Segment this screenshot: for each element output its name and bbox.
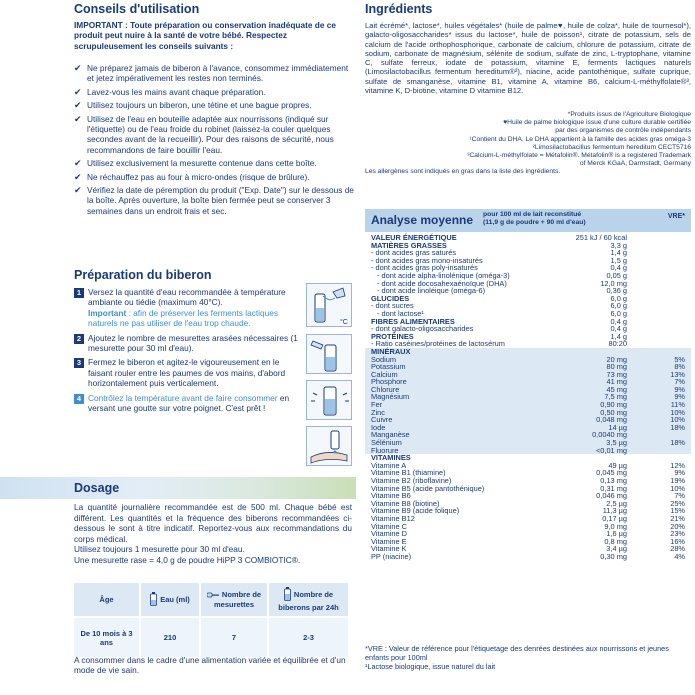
step-important-label: Important [88, 307, 127, 318]
conseil-item: ✔ Vérifiez la date de péremption du produit ("Exp. Date") sur le dessous de la boîte. Après ouverture, la boîte bien fermée peut se conserver 3 semaines dans un endroit frais et sec. [74, 185, 354, 216]
bottle-icon [150, 592, 157, 608]
check-icon: ✔ [74, 171, 82, 182]
right-column [365, 0, 695, 695]
nutrient-value: 3,4 µg [606, 544, 627, 554]
table-row [365, 356, 691, 364]
nutrient-label: - dont acide alpha-linolénique (oméga-3) [377, 270, 510, 280]
nutrient-label: Vitamine B8 (biotine) [371, 498, 440, 508]
check-icon: ✔ [74, 86, 82, 97]
nutrient-label: Magnésium [371, 392, 410, 402]
check-icon: ✔ [74, 63, 82, 73]
nutrient-value: 7,5 mg [604, 392, 627, 402]
conseils-title: Conseils d'utilisation [74, 2, 200, 16]
nutrient-vre: 20% [670, 521, 685, 531]
nutrient-value: 0,0040 mg [592, 430, 627, 440]
nutrient-value: 3,5 µg [606, 438, 627, 448]
conseil-item: ✔ Utilisez exclusivement la mesurette contenue dans cette boîte. [74, 158, 317, 169]
nutrition-group [365, 348, 691, 454]
nutrient-label: Vitamine E [371, 536, 407, 546]
dosage-table [74, 583, 350, 657]
table-row [365, 530, 691, 538]
nutrient-value: 45 mg [606, 384, 627, 394]
step-number: 2 [74, 334, 84, 344]
nutrient-value: 1,5 g [610, 255, 627, 265]
table-row [365, 439, 691, 447]
nutrient-vre: 25% [670, 498, 685, 508]
svg-text:°C: °C [340, 319, 348, 326]
important-warning: IMPORTANT : Toute préparation ou conservation inadéquate de ce produit peut nuire à la santé de votre bébé. Respectez scrupuleusement les conseils suivants : [74, 20, 336, 51]
nutrient-value: 0,048 mg [596, 415, 627, 425]
pour-water-icon [307, 284, 353, 328]
table-row [365, 545, 691, 553]
nutrient-label: Vitamine B5 (acide pantothénique) [371, 483, 485, 493]
nutrient-value: 1,4 g [610, 331, 627, 341]
nutrient-label: FIBRES ALIMENTAIRES [371, 316, 455, 326]
step-number: 1 [74, 288, 84, 298]
nutrient-label: - dont sucres [371, 301, 414, 311]
conseil-item: ✔ Lavez-vous les mains avant chaque préparation. [74, 86, 266, 97]
nutrient-value: 0,30 mg [600, 551, 627, 561]
nutrient-label: Potassium [371, 362, 406, 372]
nutrient-vre: 13% [670, 369, 685, 379]
vre-note: *VRE : Valeur de référence pour l'étiquetage des denrées destinées aux nourrissons et jeunes enfants pour 100ml ¹Lactose biologique, issue naturel du lait [365, 644, 669, 671]
col-mesurettes: Nombre de mesurettes [200, 583, 268, 617]
nutrient-value: <0,01 mg [595, 445, 627, 455]
table-row [365, 454, 691, 462]
nutrient-label: Vitamine K [371, 544, 407, 554]
conseil-item: ✔ Ne réchauffez pas au four à micro-ondes (risque de brûlure). [74, 171, 310, 182]
nutrient-vre: 11% [670, 400, 685, 410]
nutrient-vre: 8% [674, 362, 685, 372]
dosage-text: La quantité journalière recommandée est de 500 ml. Chaque bébé est différent. Les quantités et la fréquence des biberons recommandées ci-dessous le sont à titre indicatif. Reportez-vous aux recommandations du corps médical. Utilisez toujours 1 mesurette pour 30 ml d'eau. Une mesurette rase = 4,0 g de poudre HiPP 3 COMBIOTIC®. [74, 502, 352, 565]
table-row [365, 515, 691, 523]
nutrient-value: 41 mg [606, 377, 627, 387]
conseil-item: ✔ Ne préparez jamais de biberon à l'avance, consommez immédiatement et jetez impérativement les restes non terminés. [74, 63, 349, 84]
step-1: 1 Versez la quantité d'eau recommandée à température ambiante ou tiédie (maximum 40°C). Important : afin de préserver les ferments lactiques naturels ne pas utiliser de l'eau trop chaude. [74, 287, 304, 329]
nutrient-label: MATIÈRES GRASSES [371, 240, 447, 250]
nutrient-vre: 28% [670, 544, 685, 554]
nutrient-label: - dont acides gras mono-insaturés [371, 255, 483, 265]
nutrient-value: 49 µg [608, 460, 627, 470]
nutrient-label: - dont acide docosahexaénoïque (DHA) [377, 278, 507, 288]
nutrition-table [365, 234, 691, 561]
nutrient-label: Cuivre [371, 415, 393, 425]
check-icon: ✔ [74, 185, 82, 196]
nutrient-value: 3,3 g [610, 240, 627, 250]
nutrient-vre: 12% [670, 460, 685, 470]
nutrient-vre: 18% [670, 438, 685, 448]
nutrient-label: Vitamine C [371, 521, 408, 531]
table-row [365, 431, 691, 439]
ingredients-text: Lait écrémé*, lactose*, huiles végétales* (huile de palme♥, huile de colza*, huile de tournesol*), galacto-oligosaccharides* issus du lactose*, huile de poisson¹, citrate de potassium, sels de calcium de l'acide orthophosphorique, carbonate de calcium, chlorure de potassium, citrate de sodium, carbonate de magnésium, sélénite de sodium, sulfate de zinc, L-tryptophane, vitamine C, sulfate ferreux, iodate de potassium, vitamine E, ferments lactiques naturels (Limosilactobacillus fermentum hereditum®²), niacine, acide pantothénique, sulfate cuprique, sulfate de smanganèse, vitamine B1, vitamine A, vitamine B6, calcium-L-méthylfolate®³, vitamine K, D-biotine, vitamine D vitamine B12. [365, 21, 691, 96]
nutrient-vre: 7% [674, 377, 685, 387]
check-icon: ✔ [74, 100, 82, 111]
nutrient-label: Vitamine B9 (acide folique) [371, 506, 460, 516]
step-number: 3 [74, 358, 84, 368]
nutrition-group [365, 454, 691, 560]
nutrient-label: GLUCIDES [371, 293, 410, 303]
step-number: 4 [74, 394, 84, 404]
nutrient-value: 0,05 g [606, 270, 627, 280]
dosage-title: Dosage [74, 481, 120, 495]
nutrient-value: 0,045 mg [596, 468, 627, 478]
table-row [365, 348, 691, 356]
nutrient-label: Manganèse [371, 430, 410, 440]
nutrient-label: - Ratio caséines/protéines de lactosérum [371, 339, 505, 349]
table-row [365, 538, 691, 546]
nutrient-vre: 10% [670, 483, 685, 493]
step-3-illustration [306, 380, 352, 420]
nutrient-vre: 10% [670, 407, 685, 417]
nutrient-value: 0,13 mg [600, 476, 627, 485]
nutrient-value: 12,0 mg [600, 278, 627, 288]
conseils-list [74, 63, 356, 219]
conseil-item: ✔ Utilisez toujours un biberon, une tétine et une bague propres. [74, 100, 312, 111]
nutrient-label: PP (niacine) [371, 551, 412, 561]
scoop-icon [307, 335, 353, 375]
table-row [365, 409, 691, 417]
nutrient-value: 6,0 g [610, 308, 627, 318]
nutrient-value: 9,0 mg [604, 521, 627, 531]
nutrient-label: MINÉRAUX [371, 346, 411, 356]
nutrient-value: 80:20 [608, 339, 627, 349]
step-2: 2 Ajoutez le nombre de mesurettes arasées nécessaires (1 mesurette pour 30 ml d'eau). [74, 333, 304, 354]
nutrient-value: 14 µg [608, 422, 627, 432]
nutrient-vre: 15% [670, 506, 685, 516]
nutrient-value: 0,4 g [610, 324, 627, 334]
nutrient-label: Vitamine B12 [371, 513, 415, 523]
nutrient-label: Vitamine B6 [371, 491, 411, 501]
conseil-item: ✔ Utilisez de l'eau en bouteille adaptée aux nourrissons (indiqué sur l'étiquette) ou de l'eau froide du robinet (laissez-la couler quelques secondes avant de la recueillir). Pour des raisons de sécurité, nous recommandons de faire bouillir l'eau. [74, 113, 334, 155]
nutrient-label: Calcium [371, 369, 398, 379]
col-eau: Eau (ml) [140, 583, 200, 617]
nutrient-label: VITAMINES [371, 453, 411, 463]
nutrient-vre: 9% [674, 384, 685, 394]
nutrient-value: 0,17 µg [602, 513, 627, 523]
col-age: Âge [74, 583, 140, 617]
nutrient-label: Iode [371, 422, 386, 432]
nutrient-value: 1,6 µg [606, 529, 627, 539]
nutrient-label: Vitamine D [371, 529, 408, 539]
nutrient-value: 20 mg [606, 354, 627, 364]
table-row [365, 485, 691, 493]
nutrient-vre: 9% [674, 468, 685, 478]
analysis-per: pour 100 ml de lait reconstitué (11,9 g de poudre + 90 ml d'eau) [483, 211, 586, 226]
nutrient-vre: 9% [674, 392, 685, 402]
step-1-illustration [306, 283, 352, 327]
nutrient-label: VALEUR ÉNERGÉTIQUE [371, 233, 457, 242]
analysis-title: Analyse moyenne [371, 213, 474, 227]
nutrient-value: 0,4 g [610, 263, 627, 273]
table-row [365, 447, 691, 455]
nutrient-value: 251 kJ / 60 kcal [575, 233, 627, 242]
nutrient-label: Sodium [371, 354, 397, 364]
nutrient-vre: 5% [674, 354, 685, 364]
nutrient-label: - dont galacto-oligosaccharides [371, 324, 474, 334]
nutrient-label: Chlorure [371, 384, 400, 394]
nutrient-label: Phosphore [371, 377, 407, 387]
table-row [365, 401, 691, 409]
table-row [365, 371, 691, 379]
nutrient-value: 0,36 g [606, 286, 627, 296]
bottle-small-icon [284, 587, 291, 603]
nutrient-vre: 4% [674, 551, 685, 561]
table-row [365, 523, 691, 531]
nutrient-label: Fluorure [371, 445, 399, 455]
nutrient-vre: 7% [674, 491, 685, 501]
nutrient-value: 6,0 g [610, 293, 627, 303]
nutrient-value: 1,4 g [610, 248, 627, 258]
nutrient-label: Fer [371, 400, 383, 410]
nutrient-vre: 10% [670, 415, 685, 425]
table-row [365, 386, 691, 394]
nutrient-value: 73 mg [606, 369, 627, 379]
nutrient-label: - dont acide linoléique (oméga-6) [377, 286, 486, 296]
nutrient-vre: 16% [670, 536, 685, 546]
check-icon: ✔ [74, 113, 82, 124]
nutrient-value: 0,90 mg [600, 400, 627, 410]
wrist-check-icon [307, 427, 353, 467]
table-row [365, 340, 691, 348]
nutrient-value: 0,8 mg [604, 536, 627, 546]
step-2-illustration [306, 334, 352, 374]
ingredients-notes: *Produits issus de l'Agriculture Biologique ♥Huile de palme biologique issue d'une culture durable certifiée par des organismes de contrôle indépendants ¹Contient du DHA. Le DHA appartient à la famille des acides gras oméga-3 ²Limosilactobacillus fermentum hereditum CECT5716 ³Calcium-L-méthylfolate = Métafolin®. Métafolin® is a registered Trademark of Merck KGaA, Darmstadt, Germany Les allergènes sont indiqués en gras dans la liste des ingrédients. [365, 111, 691, 176]
step-4: 4 Contrôlez la température avant de faire consommer en versant une goutte sur votre poignet. C'est prêt ! [74, 393, 304, 414]
nutrient-value: 0,50 mg [600, 407, 627, 417]
nutrient-value: 6,0 g [610, 301, 627, 311]
nutrient-vre: 21% [670, 513, 685, 523]
preparation-title: Préparation du biberon [74, 268, 212, 282]
nutrient-label: Vitamine A [371, 460, 407, 470]
col-biberons: Nombre de biberons par 24h [268, 583, 349, 617]
table-row [365, 378, 691, 386]
analysis-header [365, 209, 691, 232]
nutrient-value: 11,3 µg [602, 506, 627, 516]
table-row: De 10 mois à 3 ans 210 7 2-3 [74, 617, 349, 657]
footer-note: A consommer dans le cadre d'une alimentation variée et équilibrée et d'un mode de vie sain. [74, 655, 346, 676]
nutrient-label: Vitamine B1 (thiamine) [371, 468, 446, 478]
step-4-illustration [306, 426, 352, 466]
ingredients-title: Ingrédients [365, 2, 433, 16]
nutrient-label: Zinc [371, 407, 385, 417]
vre-header: VRE* [667, 213, 685, 220]
table-row [365, 287, 691, 295]
table-row [365, 424, 691, 432]
nutrient-label: - dont lactose¹ [377, 308, 424, 318]
nutrient-value: 0,4 g [610, 316, 627, 326]
nutrient-label: PROTÉINES [371, 331, 414, 341]
preparation-steps [74, 287, 304, 413]
nutrient-vre: 23% [670, 529, 685, 539]
nutrient-vre: 19% [670, 476, 685, 485]
nutrient-value: 0,31 mg [600, 483, 627, 493]
nutrient-label: - dont acides gras poly-insaturés [371, 263, 478, 273]
table-row [365, 553, 691, 561]
nutrient-vre: 18% [670, 422, 685, 432]
nutrient-value: 0,046 mg [596, 491, 627, 501]
table-row [365, 393, 691, 401]
nutrient-label: - dont acides gras saturés [371, 248, 457, 258]
nutrition-group [365, 234, 691, 348]
nutrient-value: 2,5 µg [606, 498, 627, 508]
shake-bottle-icon [307, 381, 353, 421]
table-row [365, 416, 691, 424]
nutrient-label: Sélénium [371, 438, 402, 448]
dosage-header-band [0, 477, 356, 499]
table-row [365, 363, 691, 371]
nutrient-value: 80 mg [606, 362, 627, 372]
check-icon: ✔ [74, 158, 82, 169]
nutrient-label: Vitamine B2 (riboflavine) [371, 476, 452, 485]
step-3: 3 Fermez le biberon et agitez-le vigoureusement en le faisant rouler entre les paumes de vos mains, d'abord horizontalement puis verticalement. [74, 357, 304, 388]
scoop-small-icon [207, 591, 219, 600]
